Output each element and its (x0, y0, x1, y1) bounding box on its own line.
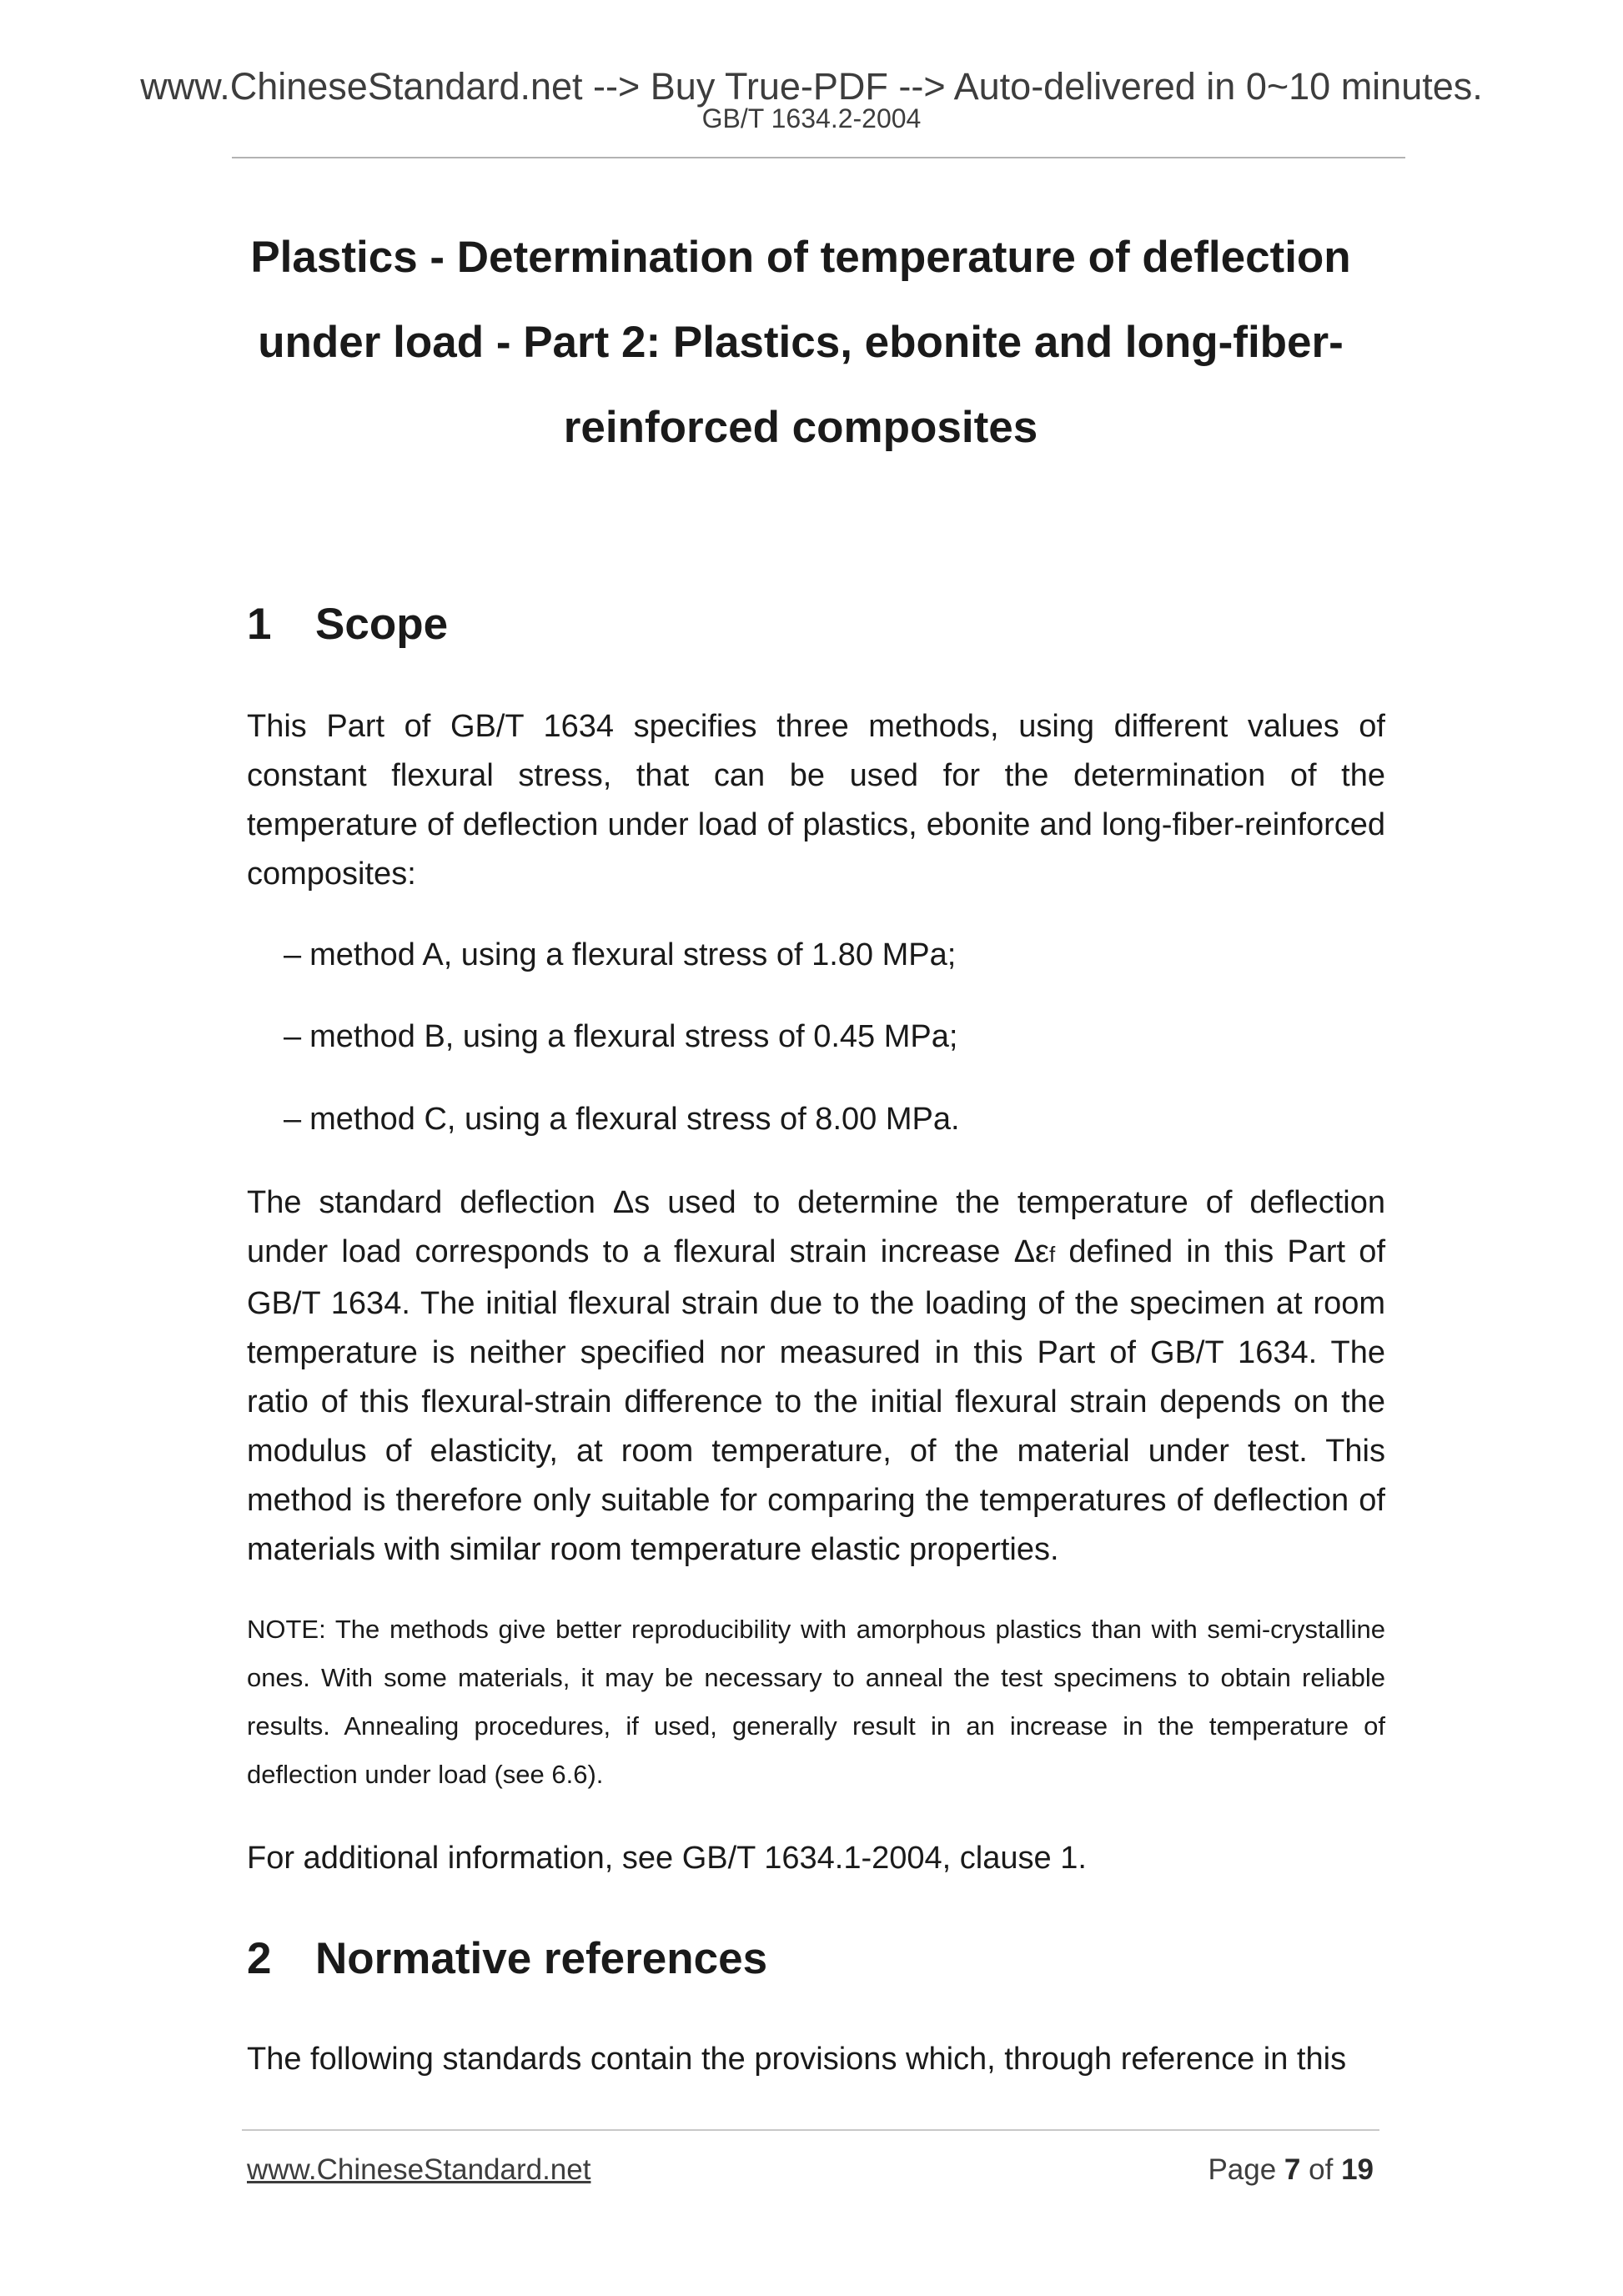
additional-info-paragraph: For additional information, see GB/T 1634.1-2004, clause 1. (247, 1841, 1087, 1876)
deflection-paragraph (247, 1178, 1385, 1575)
section-1-number: 1 (247, 600, 272, 649)
title-line-1: Plastics - Determination of temperature of deflection (250, 233, 1351, 282)
list-item-method-b (284, 1019, 957, 1055)
list-item-method-c (284, 1102, 960, 1138)
footer-link[interactable]: www.ChineseStandard.net (247, 2153, 591, 2186)
page-label: Page (1208, 2153, 1277, 2186)
footer-divider (242, 2129, 1379, 2131)
section-1-heading (247, 599, 448, 650)
standard-code: GB/T 1634.2-2004 (701, 103, 922, 133)
scope-intro-paragraph: This Part of GB/T 1634 specifies three methods, using different values of constant flexural stress, that can be used for the determination of the temperature of deflection under load of plastics, ebonite and long-fiber-reinforced composites: (247, 709, 1385, 892)
list-item-method-a (284, 937, 956, 973)
deflection-text-part-2: defined in this Part of GB/T 1634. The initial flexural strain due to the loading of the specimen at room temperature is neither specified nor measured in this Part of GB/T 1634. The ratio of this flexural-strain difference to the initial flexural strain depends on the modulus of elasticity, at room temperature, of the material under test. This method is therefore only suitable for comparing the temperatures of deflection of materials with similar room temperature elastic properties. (247, 1234, 1385, 1567)
method-b-text: method B, using a flexural stress of 0.45 MPa; (309, 1019, 958, 1054)
method-a-text: method A, using a flexural stress of 1.80 MPa; (309, 937, 957, 972)
document-title (217, 215, 1384, 470)
section-2-number: 2 (247, 1934, 272, 1983)
page-total: 19 (1341, 2153, 1374, 2186)
list-dash: – (284, 937, 302, 972)
title-line-3: reinforced composites (563, 403, 1038, 452)
deflection-text-part-1: The standard deflection Δs used to determine the temperature of deflection under load corresponds to a flexural strain increase Δε (247, 1185, 1385, 1269)
section-2-heading (247, 1933, 767, 1984)
section-2-title: Normative references (315, 1934, 768, 1983)
note-paragraph: NOTE: The methods give better reproducibility with amorphous plastics than with semi-crystalline ones. With some materials, it may be necessary to anneal the test specimens to obtain reliable results. Annealing procedures, if used, generally result in an increase in the temperature of deflection under load (see 6.6). (247, 1615, 1385, 1789)
normative-intro-paragraph: The following standards contain the provisions which, through reference in this (247, 2042, 1347, 2077)
page-number (1208, 2153, 1374, 2187)
page-current: 7 (1284, 2153, 1301, 2186)
list-dash: – (284, 1102, 302, 1137)
header-divider (232, 157, 1405, 158)
header-banner[interactable]: www.ChineseStandard.net --> Buy True-PDF --> Auto-delivered in 0~10 minutes. (140, 65, 1483, 108)
method-c-text: method C, using a flexural stress of 8.00 MPa. (309, 1102, 960, 1137)
section-1-title: Scope (315, 600, 449, 649)
list-dash: – (284, 1019, 302, 1054)
strain-subscript: f (1048, 1242, 1056, 1267)
page-of: of (1309, 2153, 1334, 2186)
title-line-2: under load - Part 2: Plastics, ebonite and long-fiber- (258, 318, 1344, 367)
